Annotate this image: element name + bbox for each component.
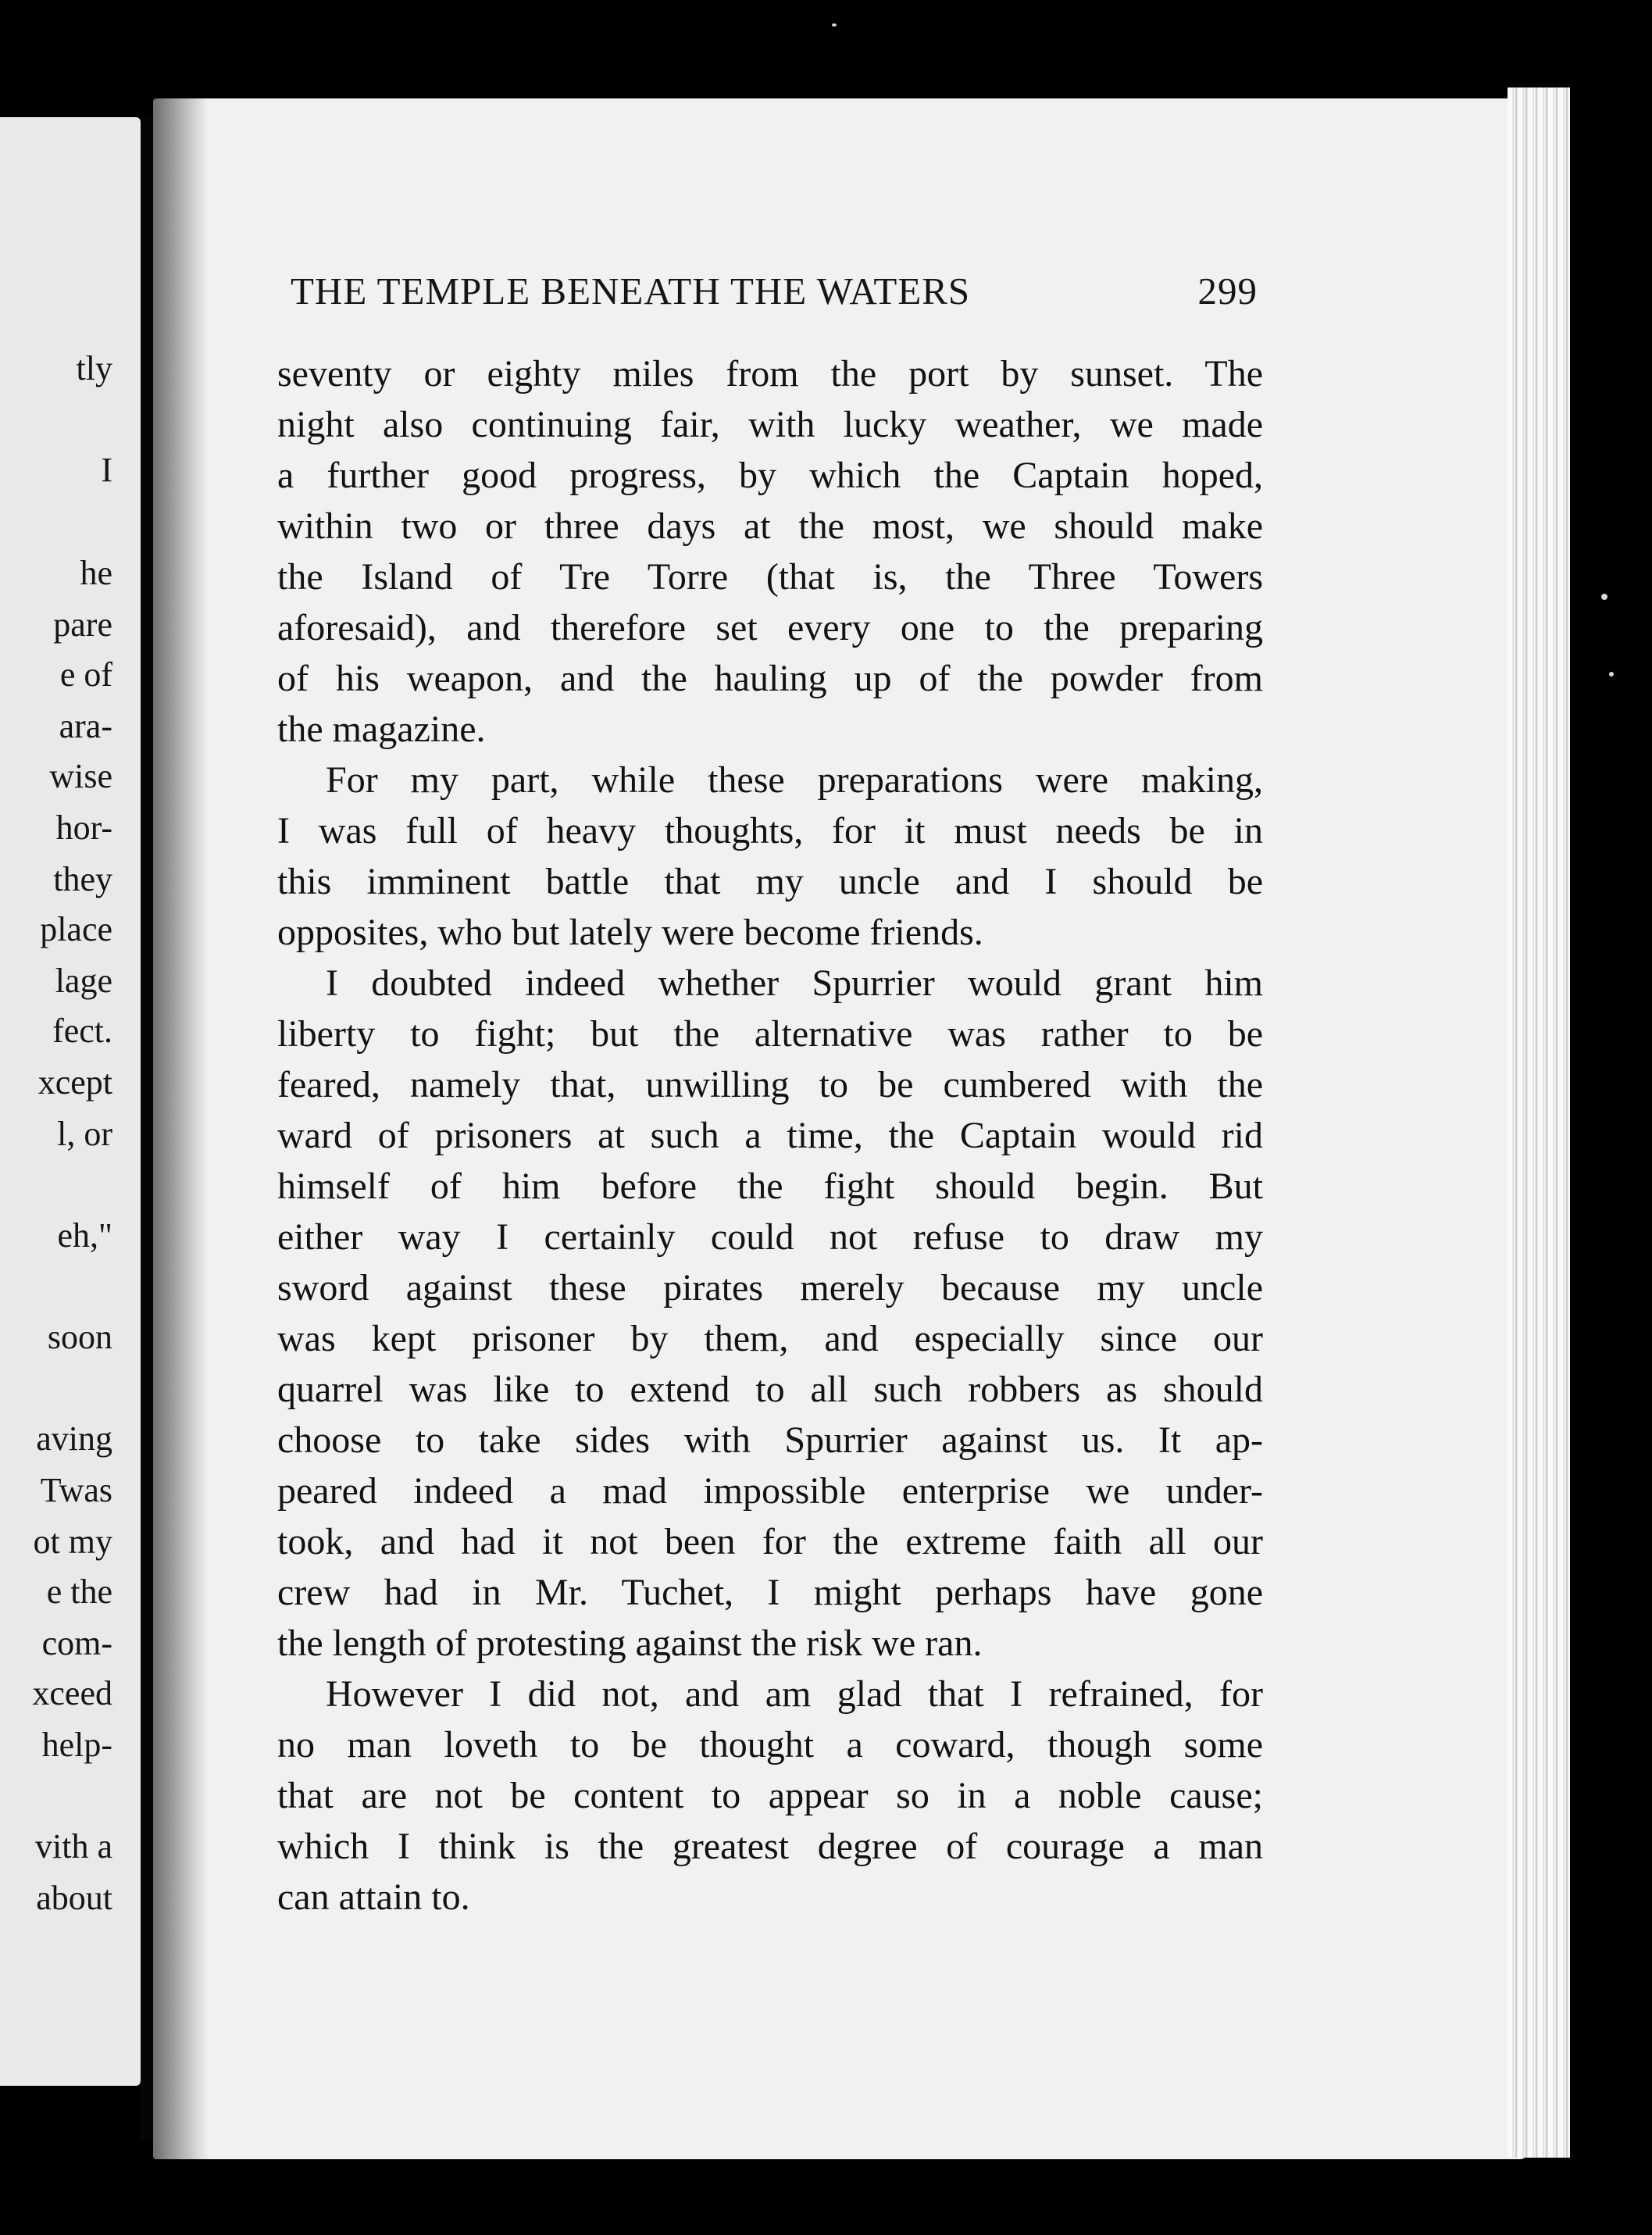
book-gutter [141,117,153,2140]
text-line: himself of him before the fight should begin. But [277,1166,1263,1207]
text-line: that are not be content to appear so in a noble cause; [277,1775,1263,1816]
text-line: the magazine. [277,709,486,750]
paragraph [277,755,1263,958]
text-line: no man loveth to be thought a coward, though some [277,1724,1263,1766]
left-page-line: place [40,910,112,948]
dust-speck [1609,672,1614,677]
left-page-line: help- [41,1726,112,1764]
text-line: this imminent battle that my uncle and I should be [277,861,1263,902]
left-page-line: e the [46,1573,112,1611]
left-page-line: soon [47,1318,112,1356]
left-page-line: pare [53,605,112,644]
paragraph [277,348,1263,755]
text-line: choose to take sides with Spurrier against us. It ap- [277,1419,1263,1461]
text-line: can attain to. [277,1876,470,1918]
left-page-line: com- [41,1624,112,1662]
left-page-line: ot my [33,1523,112,1561]
text-line: which I think is the greatest degree of courage a man [277,1826,1263,1867]
text-line: I doubted indeed whether Spurrier would grant him [326,962,1263,1004]
left-page-line: xceed [32,1674,112,1712]
text-line: I was full of heavy thoughts, for it must needs be in [277,810,1263,852]
text-line: the length of protesting against the risk we ran. [277,1623,983,1664]
left-page-line: xcept [37,1063,112,1101]
text-line: ward of prisoners at such a time, the Captain would rid [277,1115,1263,1156]
running-head-title: THE TEMPLE BENEATH THE WATERS [291,270,971,312]
page-body-text [277,348,1263,1923]
paragraph [277,1669,1263,1923]
left-page-line: ara- [59,707,112,745]
left-page-line: fect. [52,1012,112,1050]
dust-speck [832,23,837,27]
text-line: a further good progress, by which the Captain hoped, [277,455,1263,496]
text-line: However I did not, and am glad that I refrained, for [326,1673,1263,1715]
text-line: aforesaid), and therefore set every one to the preparing [277,607,1263,648]
text-line: sword against these pirates merely because my uncle [277,1267,1263,1309]
text-line: of his weapon, and the hauling up of the powder from [277,658,1263,699]
left-page-line: he [80,554,112,592]
text-line: liberty to fight; but the alternative was rather to be [277,1013,1263,1055]
left-page-line: e of [59,655,112,694]
text-line: within two or three days at the most, we should make [277,505,1263,547]
left-page-line: l, or [57,1115,112,1153]
left-page-line: eh," [57,1216,112,1255]
left-page-line: vith a [35,1827,112,1865]
left-page-line: tly [76,349,112,387]
text-line: For my part, while these preparations were making, [326,759,1263,801]
text-line: seventy or eighty miles from the port by sunset. The [277,353,1263,395]
text-line: the Island of Tre Torre (that is, the Three Towers [277,556,1263,598]
page-edge-stack [1507,87,1570,2158]
left-page-line: they [53,860,112,898]
page-number: 299 [1197,270,1258,312]
text-line: either way I certainly could not refuse to draw my [277,1216,1263,1258]
left-page-line: Twas [40,1471,112,1509]
text-line: crew had in Mr. Tuchet, I might perhaps have gone [277,1572,1263,1613]
previous-page-fragment [0,117,141,2086]
text-line: peared indeed a mad impossible enterprise we under- [277,1470,1263,1512]
left-page-line: I [101,451,112,489]
text-line: night also continuing fair, with lucky weather, we made [277,404,1263,445]
spine-shadow [153,98,208,2159]
text-line: opposites, who but lately were become friends. [277,912,983,953]
left-page-line: about [36,1879,112,1917]
left-page-line: aving [36,1419,112,1458]
dust-speck [1601,594,1607,600]
text-line: quarrel was like to extend to all such robbers as should [277,1369,1263,1410]
text-line: took, and had it not been for the extreme faith all our [277,1521,1263,1562]
left-page-line: wise [49,757,112,795]
left-page-line: hor- [55,809,112,847]
text-line: feared, namely that, unwilling to be cumbered with the [277,1064,1263,1105]
text-line: was kept prisoner by them, and especially since our [277,1318,1263,1359]
left-page-line: lage [55,962,112,1000]
running-head [291,269,1258,313]
paragraph [277,958,1263,1669]
